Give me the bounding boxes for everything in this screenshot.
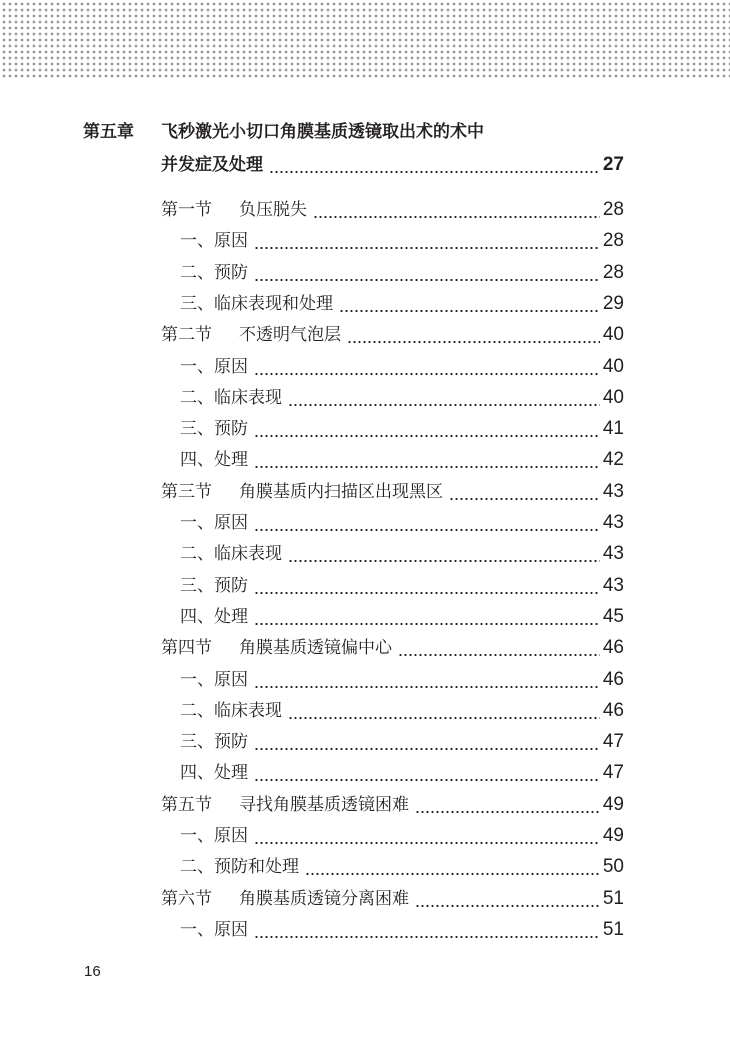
chapter-title-line2-row[interactable] — [161, 152, 624, 178]
entry-title-text: 二、预防 — [180, 263, 248, 283]
dot-leader — [288, 716, 600, 724]
toc-entry-title — [180, 698, 282, 724]
entry-title-text: 三、预防 — [180, 419, 248, 439]
toc-section-row[interactable] — [161, 886, 624, 912]
toc-entry-title — [161, 792, 409, 818]
toc-entry-title — [180, 541, 282, 567]
dot-leader — [254, 841, 600, 849]
dot-leader — [313, 215, 600, 223]
dotted-header-band — [0, 0, 730, 80]
section-number: 第三节 — [161, 482, 212, 502]
toc-subsection-row[interactable] — [180, 291, 624, 317]
toc-page-number: 40 — [602, 324, 624, 345]
dot-leader — [254, 685, 600, 693]
entry-title-text: 三、预防 — [180, 576, 248, 596]
toc-entry-title — [180, 573, 248, 599]
toc-page-number: 45 — [602, 606, 624, 627]
toc-page-number: 47 — [602, 762, 624, 783]
section-number: 第六节 — [161, 889, 212, 909]
toc-page-number: 43 — [602, 481, 624, 502]
toc-entry-title — [180, 729, 248, 755]
dot-leader — [288, 403, 600, 411]
dot-leader — [398, 653, 600, 661]
entry-title-text: 一、原因 — [180, 920, 248, 940]
entry-title-text: 二、预防和处理 — [180, 857, 299, 877]
dot-leader — [449, 497, 600, 505]
section-number: 第五节 — [161, 795, 212, 815]
toc-subsection-row[interactable] — [180, 510, 624, 536]
entry-title-text: 三、临床表现和处理 — [180, 294, 333, 314]
toc-section-row[interactable] — [161, 792, 624, 818]
toc-entry-title — [180, 447, 248, 473]
dot-leader — [269, 170, 600, 178]
entry-title-text: 寻找角膜基质透镜困难 — [239, 795, 409, 815]
toc-page-number: 29 — [602, 293, 624, 314]
toc-entry-title — [180, 510, 248, 536]
entry-title-text: 负压脱失 — [239, 200, 307, 220]
toc-entry-title — [180, 228, 248, 254]
toc-page-number: 49 — [602, 825, 624, 846]
toc-page-number: 51 — [602, 919, 624, 940]
toc-subsection-row[interactable] — [180, 354, 624, 380]
toc-section-row[interactable] — [161, 479, 624, 505]
toc-page-number: 43 — [602, 575, 624, 596]
entry-title-text: 二、临床表现 — [180, 388, 282, 408]
toc-section-row[interactable] — [161, 635, 624, 661]
toc-entry-title — [180, 667, 248, 693]
toc-page-number: 46 — [602, 700, 624, 721]
dot-leader — [254, 528, 600, 536]
toc-entry-title — [180, 823, 248, 849]
dot-leader — [305, 872, 600, 880]
toc-subsection-row[interactable] — [180, 854, 624, 880]
chapter-title-line2: 并发症及处理 — [161, 155, 263, 175]
entry-title-text: 四、处理 — [180, 450, 248, 470]
entry-title-text: 一、原因 — [180, 513, 248, 533]
toc-subsection-row[interactable] — [180, 604, 624, 630]
entry-title-text: 一、原因 — [180, 670, 248, 690]
dot-leader — [254, 622, 600, 630]
dot-leader — [415, 810, 600, 818]
entry-title-text: 角膜基质内扫描区出现黑区 — [239, 482, 443, 502]
dot-leader — [254, 778, 600, 786]
toc-entry-title — [180, 260, 248, 286]
toc-page-number: 40 — [602, 356, 624, 377]
dot-leader — [254, 935, 600, 943]
dot-leader — [254, 278, 600, 286]
entry-title-text: 二、临床表现 — [180, 701, 282, 721]
entry-title-text: 三、预防 — [180, 732, 248, 752]
section-number: 第二节 — [161, 325, 212, 345]
dot-leader — [254, 465, 600, 473]
toc-entry-title — [161, 886, 409, 912]
toc-entry-title — [180, 416, 248, 442]
toc-subsection-row[interactable] — [180, 729, 624, 755]
entry-title-text: 四、处理 — [180, 763, 248, 783]
toc-page-number: 51 — [602, 888, 624, 909]
entry-title-text: 一、原因 — [180, 826, 248, 846]
toc-subsection-row[interactable] — [180, 823, 624, 849]
dot-leader — [339, 309, 600, 317]
toc-entry-title — [161, 197, 307, 223]
toc-page-number: 28 — [602, 230, 624, 251]
toc-subsection-row[interactable] — [180, 573, 624, 599]
entry-title-text: 不透明气泡层 — [239, 325, 341, 345]
entry-title-text: 一、原因 — [180, 231, 248, 251]
section-number: 第四节 — [161, 638, 212, 658]
toc-subsection-row[interactable] — [180, 541, 624, 567]
page-folio: 16 — [84, 963, 101, 980]
dot-leader — [254, 434, 600, 442]
toc-page-number: 42 — [602, 449, 624, 470]
toc-subsection-row[interactable] — [180, 667, 624, 693]
dot-leader — [254, 591, 600, 599]
dot-leader — [254, 246, 600, 254]
entry-title-text: 角膜基质透镜偏中心 — [239, 638, 392, 658]
dot-leader — [254, 372, 600, 380]
toc-entry-title — [161, 479, 443, 505]
toc-page-number: 47 — [602, 731, 624, 752]
toc-entry-title — [180, 854, 299, 880]
toc-subsection-row[interactable] — [180, 698, 624, 724]
toc-section-row[interactable] — [161, 197, 624, 223]
entry-title-text: 四、处理 — [180, 607, 248, 627]
toc-entry-title — [161, 322, 341, 348]
toc-page-number: 28 — [602, 262, 624, 283]
toc-subsection-row[interactable] — [180, 228, 624, 254]
toc-page-number: 50 — [602, 856, 624, 877]
toc-page-number: 43 — [602, 512, 624, 533]
toc-page-number: 49 — [602, 794, 624, 815]
toc-entry-title — [180, 604, 248, 630]
dot-leader — [288, 559, 600, 567]
toc-entry-title — [180, 291, 333, 317]
toc-entry-title — [180, 354, 248, 380]
section-number: 第一节 — [161, 200, 212, 220]
entry-title-text: 一、原因 — [180, 357, 248, 377]
toc-subsection-row[interactable] — [180, 760, 624, 786]
chapter-page-number: 27 — [602, 154, 624, 175]
toc-entry-title — [180, 917, 248, 943]
toc-page-number: 40 — [602, 387, 624, 408]
toc-page-number: 41 — [602, 418, 624, 439]
toc-entry-title — [180, 385, 282, 411]
toc-subsection-row[interactable] — [180, 416, 624, 442]
toc-page-number: 43 — [602, 543, 624, 564]
toc-entry-title — [161, 635, 392, 661]
entry-title-text: 二、临床表现 — [180, 544, 282, 564]
entry-title-text: 角膜基质透镜分离困难 — [239, 889, 409, 909]
toc-subsection-row[interactable] — [180, 385, 624, 411]
toc-subsection-row[interactable] — [180, 260, 624, 286]
toc-subsection-row[interactable] — [180, 447, 624, 473]
chapter-title-line1: 飞秒激光小切口角膜基质透镜取出术的术中 — [161, 122, 484, 142]
chapter-heading — [83, 118, 484, 146]
toc-section-row[interactable] — [161, 322, 624, 348]
toc-page-number: 28 — [602, 199, 624, 220]
dot-leader — [254, 747, 600, 755]
toc-page-number: 46 — [602, 669, 624, 690]
toc-page-number: 46 — [602, 637, 624, 658]
dot-leader — [347, 340, 600, 348]
toc-subsection-row[interactable] — [180, 917, 624, 943]
toc-entry-title — [180, 760, 248, 786]
dot-leader — [415, 904, 600, 912]
chapter-number: 第五章 — [83, 122, 134, 142]
